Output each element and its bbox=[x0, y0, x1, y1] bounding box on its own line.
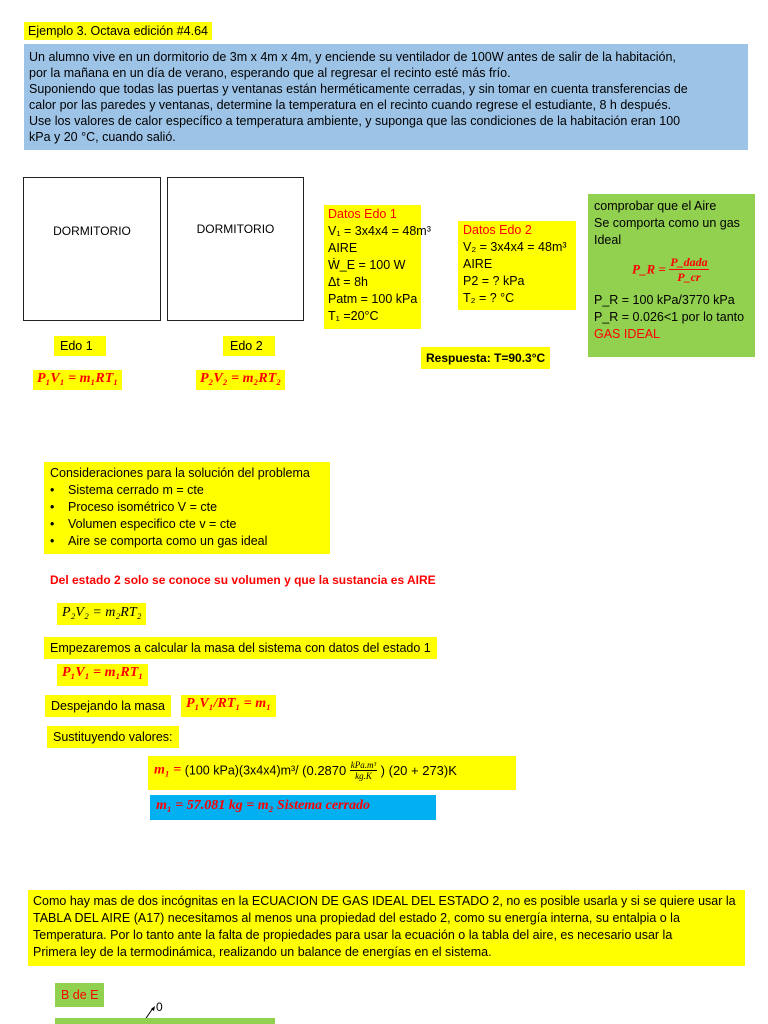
room-state-2-box bbox=[167, 177, 304, 321]
paragraph-line: Como hay mas de dos incógnitas en la ECUACION DE GAS IDEAL DEL ESTADO 2, no es posible usarla y si se quiere usar la bbox=[33, 894, 736, 908]
list-item: • Proceso isométrico V = cte bbox=[50, 499, 324, 516]
problem-line: Suponiendo que todas las puertas y ventanas están herméticamente cerradas, y sin tomar en cuenta transferencias de bbox=[29, 82, 688, 96]
datos-edo-2-title: Datos Edo 2 bbox=[463, 223, 532, 237]
problem-line: por la mañana en un día de verano, esperando que al regresar el recinto esté más frío. bbox=[29, 66, 511, 80]
reduced-pressure-value: P_R = 100 kPa/3770 kPa bbox=[594, 293, 735, 307]
equation-state-2-general: P₂V₂ = m₂RT₂ bbox=[57, 603, 146, 625]
mass-intro: Empezaremos a calcular la masa del sistema con datos del estado 1 bbox=[44, 637, 437, 659]
equation-state-1: P₁V₁ = m₁RT₁ bbox=[33, 370, 122, 390]
datos-edo-1-volume: V₁ = 3x4x4 = 48m³ bbox=[328, 224, 431, 238]
considerations-title: Consideraciones para la solución del problema bbox=[50, 466, 310, 480]
list-item: • Volumen especifico cte v = cte bbox=[50, 516, 324, 533]
datos-edo-1-time: Δt = 8h bbox=[328, 275, 368, 289]
gas-check-line-1: comprobar que el Aire bbox=[594, 199, 717, 213]
considerations-box bbox=[44, 462, 330, 554]
energy-balance-equation-strip bbox=[55, 1018, 275, 1024]
sustituyendo-label: Sustituyendo valores: bbox=[47, 726, 179, 748]
datos-edo-1-title: Datos Edo 1 bbox=[328, 207, 397, 221]
mass-result: m₁ = 57.081 kg = m₂ Sistema cerrado bbox=[150, 795, 436, 820]
zero-mark: 0 bbox=[156, 1000, 163, 1014]
energy-balance-paragraph bbox=[28, 890, 745, 966]
answer-badge: Respuesta: T=90.3°C bbox=[421, 347, 550, 369]
room-state-1-box bbox=[23, 177, 161, 321]
paragraph-line: Temperatura. Por lo tanto ante la falta de propiedades para usar la ecuación o la tabla del aire, es necesario usar la bbox=[33, 928, 673, 942]
reduced-pressure-formula: P_R = $\frac{\text{P\_dada}}{P\_cr}$ bbox=[632, 255, 708, 284]
datos-edo-1-fluid: AIRE bbox=[328, 241, 358, 255]
edo-1-label: Edo 1 bbox=[54, 336, 106, 356]
energy-balance-label: B de E bbox=[55, 983, 104, 1007]
paragraph-line: Primera ley de la termodinámica, realizando un balance de energías en el sistema. bbox=[33, 945, 492, 959]
equation-state-2: P₂V₂ = m₂RT₂ bbox=[196, 370, 285, 390]
substitution-equation: m₁ = (100 kPa)(3x4x4)m³/ (0.2870 $\frac{\text{kPa.m³}}{kg.K}$ ) (20 + 273)K bbox=[148, 756, 516, 790]
datos-edo-2-pressure: P2 = ? kPa bbox=[463, 274, 525, 288]
datos-edo-2-temp: T₂ = ? °C bbox=[463, 291, 515, 305]
datos-edo-1-power: Ẇ_E = 100 W bbox=[328, 258, 406, 272]
datos-edo-2 bbox=[458, 221, 576, 310]
problem-statement bbox=[24, 44, 748, 150]
problem-line: kPa y 20 °C, cuando salió. bbox=[29, 130, 176, 144]
problem-line: calor por las paredes y ventanas, determine la temperatura en el recinto cuando regrese el estudiante, 8 h después. bbox=[29, 98, 672, 112]
room-1-label: DORMITORIO bbox=[53, 224, 131, 238]
gas-check-line-3: Ideal bbox=[594, 233, 622, 247]
page-title bbox=[24, 22, 212, 40]
despejando-label: Despejando la masa bbox=[45, 695, 171, 717]
room-2-label: DORMITORIO bbox=[196, 222, 275, 236]
gas-ideal-conclusion: GAS IDEAL bbox=[594, 327, 660, 341]
considerations-list bbox=[50, 482, 324, 550]
page-title-text: Ejemplo 3. Octava edición #4.64 bbox=[28, 24, 208, 38]
datos-edo-2-volume: V₂ = 3x4x4 = 48m³ bbox=[463, 240, 567, 254]
datos-edo-1-temp: T₁ =20°C bbox=[328, 309, 379, 323]
gas-check-line-2: Se comporta como un gas bbox=[594, 216, 740, 230]
gas-ideal-check bbox=[588, 194, 755, 357]
list-item: • Aire se comporta como un gas ideal bbox=[50, 533, 324, 550]
list-item: • Sistema cerrado m = cte bbox=[50, 482, 324, 499]
equation-state-1-general: P₁V₁ = m₁RT₁ bbox=[57, 664, 148, 686]
problem-line: Un alumno vive en un dormitorio de 3m x 4m x 4m, y enciende su ventilador de 100W antes de salir de la habitación, bbox=[29, 50, 676, 64]
paragraph-line: TABLA DEL AIRE (A17) necesitamos al menos una propiedad del estado 2, como su energía interna, su entalpia o la bbox=[33, 911, 680, 925]
state-2-note: Del estado 2 solo se conoce su volumen y que la sustancia es AIRE bbox=[50, 573, 436, 587]
datos-edo-1 bbox=[324, 205, 431, 329]
despejando-equation: P₁V₁/RT₁ = m₁ bbox=[181, 695, 276, 717]
datos-edo-2-fluid: AIRE bbox=[463, 257, 493, 271]
problem-line: Use los valores de calor específico a temperatura ambiente, y suponga que las condiciones de la habitación eran 100 bbox=[29, 114, 681, 128]
datos-edo-1-pressure: Patm = 100 kPa bbox=[328, 292, 418, 306]
reduced-pressure-result: P_R = 0.026<1 por lo tanto bbox=[594, 310, 745, 324]
edo-2-label: Edo 2 bbox=[223, 336, 275, 356]
